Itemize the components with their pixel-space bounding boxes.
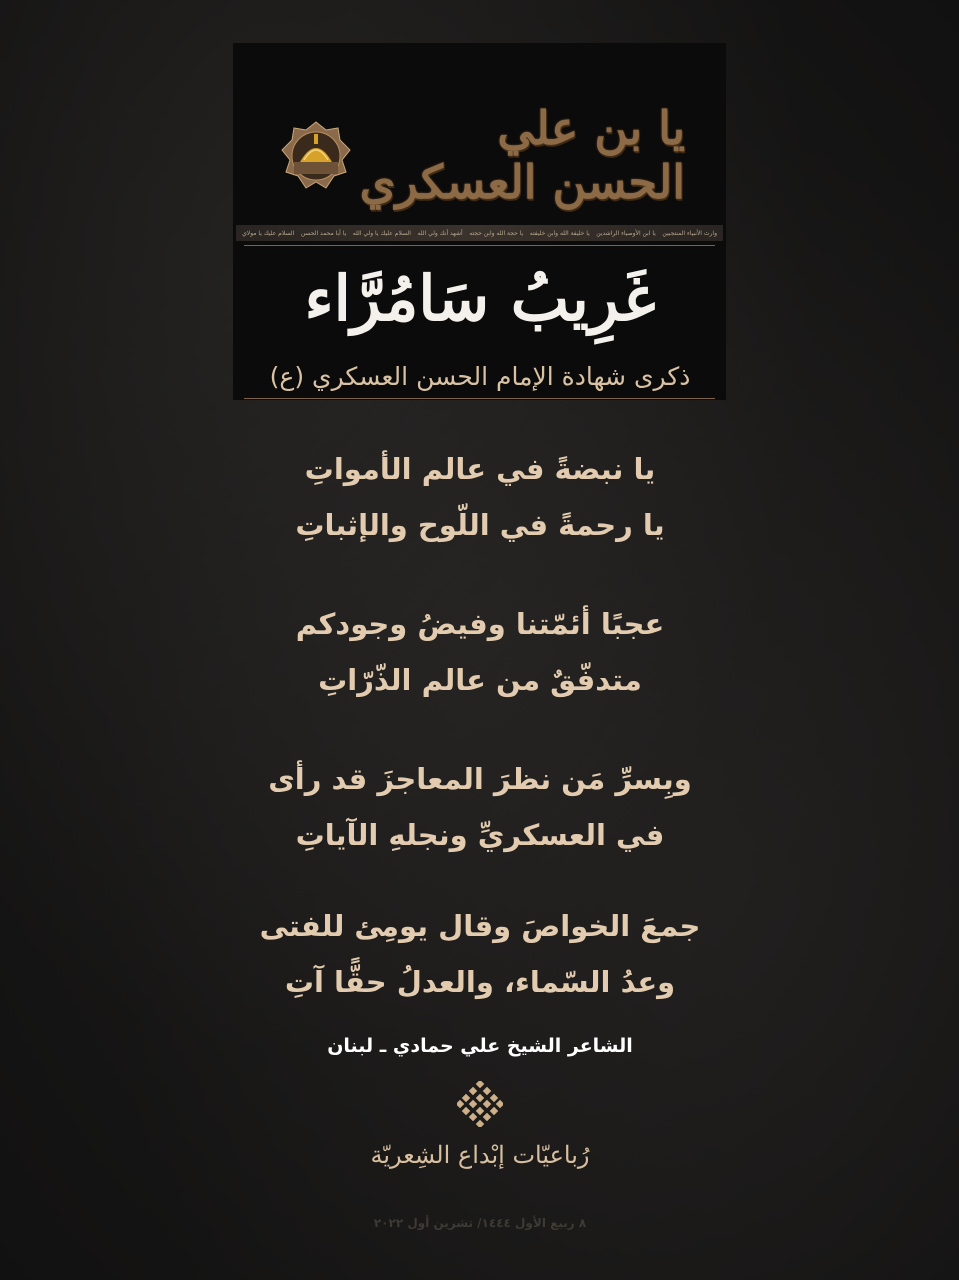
salutation-item: يا أبا محمد الحسن — [300, 229, 347, 237]
poem-line: يا رحمةً في اللّوح والإثباتِ — [295, 508, 665, 542]
stanza-2 — [180, 596, 780, 708]
salutation-item: يا خليفة الله وابن خليفته — [529, 229, 590, 237]
kufic-emblem-icon — [457, 1081, 503, 1127]
poem-line: يا نبضةً في عالم الأمواتِ — [304, 452, 656, 486]
salutation-item: السلام عليك يا مولاي — [242, 229, 295, 237]
stanza-4 — [180, 898, 780, 1010]
poem-line: متدفّقٌ من عالم الذّرّاتِ — [318, 663, 642, 697]
poem-line: في العسكريِّ ونجلهِ الآياتِ — [295, 818, 665, 852]
stanza-1 — [180, 441, 780, 553]
salutation-item: السلام عليك يا ولي الله — [352, 229, 411, 237]
shrine-dome-icon — [280, 120, 352, 192]
salutation-item: أشهد أنك ولي الله — [417, 229, 463, 237]
poem-line: وعدُ السّماء، والعدلُ حقًّا آتِ — [284, 965, 676, 999]
main-title: غَرِيبُ سَامُرَّاء — [304, 261, 656, 335]
salutation-item: يا ابن الأوصياء الراشدين — [596, 229, 656, 237]
poet-credit: الشاعر الشيخ علي حمادي ـ لبنان — [327, 1035, 633, 1057]
subtitle: ذكرى شهادة الإمام الحسن العسكري (ع) — [269, 361, 691, 391]
divider-bottom — [244, 398, 715, 399]
stanza-3 — [180, 751, 780, 863]
poem-line: عجبًا أئمّتنا وفيضُ وجودكم — [295, 607, 665, 641]
date-line: ٨ ربيع الأول ١٤٤٤/ تشرين أول ٢٠٢٢ — [373, 1216, 587, 1230]
calligraphy-title: يا بن علي الحسن العسكري — [359, 101, 685, 209]
salutations-strip — [236, 225, 723, 241]
poem-line: وبِسرِّ مَن نظرَ المعاجزَ قد رأى — [268, 762, 692, 796]
brand-logo-text: رُباعيّات إبْداع الشِعريّة — [370, 1141, 590, 1169]
divider-top — [244, 245, 715, 246]
poem-line: جمعَ الخواصَ وقال يومِئ للفتى — [259, 909, 701, 943]
salutation-item: يا حجة الله وابن حجته — [469, 229, 524, 237]
salutation-item: وارث الأنبياء المنتجبين — [662, 229, 717, 237]
